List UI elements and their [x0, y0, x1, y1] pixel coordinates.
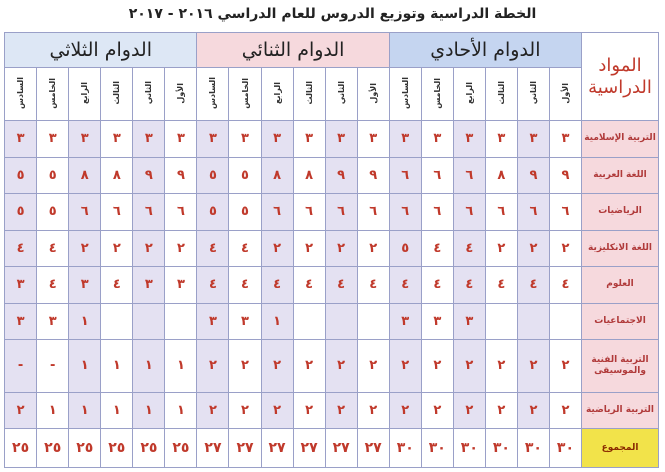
- value-cell: ٢: [549, 340, 581, 393]
- value-cell: ٣٠: [549, 429, 581, 468]
- value-cell: ٢: [133, 230, 165, 267]
- value-cell: ٦: [453, 157, 485, 194]
- value-cell: ٣: [517, 121, 549, 158]
- grade-header-label: الرابع: [80, 82, 90, 104]
- grade-header-label: السادس: [208, 76, 218, 110]
- value-cell: ٣: [261, 121, 293, 158]
- value-cell: ١: [165, 340, 197, 393]
- grade-header-label: الثالث: [496, 81, 506, 105]
- value-cell: ٢٥: [37, 429, 69, 468]
- value-cell: ١: [101, 392, 133, 429]
- value-cell: ١: [261, 303, 293, 340]
- table-row: [5, 392, 659, 429]
- value-cell: ٥: [37, 194, 69, 231]
- value-cell: ٢: [517, 340, 549, 393]
- value-cell: ٣٠: [485, 429, 517, 468]
- value-cell: ٣: [133, 267, 165, 304]
- value-cell: ٢٥: [165, 429, 197, 468]
- value-cell: [517, 303, 549, 340]
- subject-cell: اللغة الانكليزية: [582, 230, 659, 267]
- grade-header-label: الأول: [176, 82, 186, 104]
- value-cell: ٢٥: [5, 429, 37, 468]
- grade-header-cell: [357, 68, 389, 121]
- value-cell: ٤: [229, 267, 261, 304]
- table-row: [5, 303, 659, 340]
- grade-header-cell: [485, 68, 517, 121]
- subject-cell: التربية الرياضية: [582, 392, 659, 429]
- grade-header-label: الثاني: [528, 81, 538, 105]
- value-cell: ٣: [293, 121, 325, 158]
- value-cell: ٦: [549, 194, 581, 231]
- value-cell: ٨: [485, 157, 517, 194]
- total-row: [5, 429, 659, 468]
- value-cell: ٤: [5, 230, 37, 267]
- value-cell: ٦: [389, 194, 421, 231]
- value-cell: [357, 303, 389, 340]
- value-cell: ٤: [357, 267, 389, 304]
- value-cell: ٣: [229, 121, 261, 158]
- value-cell: ٤: [389, 267, 421, 304]
- shift-header-row: [5, 33, 659, 68]
- grade-header-label: الرابع: [464, 82, 474, 104]
- grade-header-cell: [453, 68, 485, 121]
- value-cell: ١: [69, 303, 101, 340]
- value-cell: ٦: [261, 194, 293, 231]
- value-cell: ٨: [69, 157, 101, 194]
- value-cell: ٦: [485, 194, 517, 231]
- value-cell: ٢: [261, 230, 293, 267]
- grade-header-label: الخامس: [48, 77, 58, 109]
- table-row: [5, 267, 659, 304]
- value-cell: ٤: [453, 230, 485, 267]
- value-cell: ٦: [165, 194, 197, 231]
- value-cell: ٦: [325, 194, 357, 231]
- value-cell: ٣: [5, 303, 37, 340]
- value-cell: ٤: [485, 267, 517, 304]
- grade-header-cell: [101, 68, 133, 121]
- value-cell: ٢: [101, 230, 133, 267]
- value-cell: ٥: [5, 157, 37, 194]
- value-cell: ٦: [421, 194, 453, 231]
- value-cell: ٣: [133, 121, 165, 158]
- value-cell: ٤: [37, 267, 69, 304]
- value-cell: ٢: [69, 230, 101, 267]
- value-cell: ٢: [517, 392, 549, 429]
- value-cell: ٤: [37, 230, 69, 267]
- value-cell: ٣: [37, 303, 69, 340]
- value-cell: ٢: [293, 340, 325, 393]
- value-cell: ٥: [197, 157, 229, 194]
- subject-cell: الرياضيات: [582, 194, 659, 231]
- value-cell: ٣: [69, 267, 101, 304]
- value-cell: ٩: [549, 157, 581, 194]
- value-cell: ٤: [261, 267, 293, 304]
- value-cell: ٣: [37, 121, 69, 158]
- value-cell: ٢: [485, 340, 517, 393]
- value-cell: ٣: [197, 121, 229, 158]
- grade-header-cell: [133, 68, 165, 121]
- value-cell: ٥: [37, 157, 69, 194]
- value-cell: ٦: [389, 157, 421, 194]
- value-cell: ٢: [421, 392, 453, 429]
- value-cell: ٢: [261, 340, 293, 393]
- grade-header-label: الرابع: [272, 82, 282, 104]
- grade-header-cell: [261, 68, 293, 121]
- subjects-header: المواد الدراسية: [582, 33, 659, 121]
- value-cell: ٣: [325, 121, 357, 158]
- value-cell: ٦: [357, 194, 389, 231]
- grade-header-label: السادس: [16, 76, 26, 110]
- grade-header-cell: [37, 68, 69, 121]
- value-cell: ٢: [229, 392, 261, 429]
- grade-header-cell: [389, 68, 421, 121]
- value-cell: ٢٧: [197, 429, 229, 468]
- value-cell: ٣: [101, 121, 133, 158]
- value-cell: [325, 303, 357, 340]
- value-cell: ٢: [485, 230, 517, 267]
- value-cell: ٤: [453, 267, 485, 304]
- value-cell: ١: [133, 392, 165, 429]
- value-cell: ٤: [421, 230, 453, 267]
- value-cell: ٤: [325, 267, 357, 304]
- value-cell: ٢٥: [69, 429, 101, 468]
- subject-cell: اللغة العربية: [582, 157, 659, 194]
- value-cell: ٢: [357, 230, 389, 267]
- page-title: الخطة الدراسية وتوزيع الدروس للعام الدراسي ٢٠١٦ - ٢٠١٧: [128, 6, 537, 22]
- value-cell: ١: [133, 340, 165, 393]
- value-cell: [485, 303, 517, 340]
- value-cell: ٢: [357, 392, 389, 429]
- grade-header-cell: [229, 68, 261, 121]
- value-cell: ٩: [517, 157, 549, 194]
- table-row: [5, 121, 659, 158]
- value-cell: ١: [165, 392, 197, 429]
- table-body: [5, 121, 659, 468]
- value-cell: ٣: [5, 267, 37, 304]
- value-cell: ٢٥: [133, 429, 165, 468]
- table-row: [5, 194, 659, 231]
- value-cell: ٦: [133, 194, 165, 231]
- value-cell: ٦: [517, 194, 549, 231]
- table-row: [5, 340, 659, 393]
- value-cell: ٣: [69, 121, 101, 158]
- value-cell: ٤: [549, 267, 581, 304]
- value-cell: ٢: [293, 230, 325, 267]
- value-cell: ١: [37, 392, 69, 429]
- value-cell: ٨: [261, 157, 293, 194]
- grade-header-cell: [325, 68, 357, 121]
- value-cell: ٩: [133, 157, 165, 194]
- grade-header-cell: [197, 68, 229, 121]
- value-cell: ٣: [197, 303, 229, 340]
- value-cell: [549, 303, 581, 340]
- value-cell: -: [37, 340, 69, 393]
- grade-header-cell: [69, 68, 101, 121]
- value-cell: ٢: [389, 340, 421, 393]
- value-cell: ٢: [229, 340, 261, 393]
- value-cell: ٥: [389, 230, 421, 267]
- subject-cell: الاجتماعيات: [582, 303, 659, 340]
- value-cell: ٣: [165, 267, 197, 304]
- value-cell: ٣٠: [517, 429, 549, 468]
- value-cell: ٢: [453, 392, 485, 429]
- value-cell: ٣: [389, 303, 421, 340]
- value-cell: ٢: [165, 230, 197, 267]
- value-cell: ٥: [197, 194, 229, 231]
- value-cell: ٢٧: [357, 429, 389, 468]
- value-cell: ٣: [389, 121, 421, 158]
- shift-single-header: الدوام الأحادي: [389, 33, 581, 68]
- value-cell: ٩: [165, 157, 197, 194]
- curriculum-table: [4, 32, 659, 468]
- grade-header-label: الأول: [368, 82, 378, 104]
- value-cell: ٥: [5, 194, 37, 231]
- value-cell: ٤: [229, 230, 261, 267]
- grade-header-row: [5, 68, 659, 121]
- grade-header-cell: [165, 68, 197, 121]
- grade-header-label: الخامس: [432, 77, 442, 109]
- value-cell: ٢: [421, 340, 453, 393]
- grade-header-label: الثالث: [304, 81, 314, 105]
- grade-header-cell: [293, 68, 325, 121]
- value-cell: [133, 303, 165, 340]
- grade-header-cell: [5, 68, 37, 121]
- value-cell: ٣: [5, 121, 37, 158]
- value-cell: ٣: [485, 121, 517, 158]
- value-cell: ١: [69, 392, 101, 429]
- value-cell: ٨: [293, 157, 325, 194]
- grade-header-cell: [421, 68, 453, 121]
- value-cell: -: [5, 340, 37, 393]
- value-cell: ٣: [453, 121, 485, 158]
- value-cell: ٢٥: [101, 429, 133, 468]
- value-cell: [293, 303, 325, 340]
- value-cell: ٢: [261, 392, 293, 429]
- value-cell: ٥: [229, 157, 261, 194]
- shift-double-header: الدوام الثنائي: [197, 33, 389, 68]
- value-cell: ١: [101, 340, 133, 393]
- value-cell: ٣٠: [421, 429, 453, 468]
- table-row: [5, 230, 659, 267]
- value-cell: ٣٠: [389, 429, 421, 468]
- grade-header-label: الخامس: [240, 77, 250, 109]
- value-cell: ٣: [229, 303, 261, 340]
- value-cell: ٤: [517, 267, 549, 304]
- value-cell: ٢: [197, 392, 229, 429]
- grade-header-label: الثالث: [112, 81, 122, 105]
- value-cell: ٩: [357, 157, 389, 194]
- value-cell: ٢: [485, 392, 517, 429]
- grade-header-label: الثاني: [144, 81, 154, 105]
- shift-triple-header: الدوام الثلاثي: [5, 33, 197, 68]
- value-cell: ٢: [453, 340, 485, 393]
- value-cell: ٦: [421, 157, 453, 194]
- value-cell: ٣٠: [453, 429, 485, 468]
- value-cell: ٤: [197, 230, 229, 267]
- value-cell: ٤: [293, 267, 325, 304]
- value-cell: [165, 303, 197, 340]
- grade-header-cell: [549, 68, 581, 121]
- value-cell: ٤: [101, 267, 133, 304]
- value-cell: ٦: [453, 194, 485, 231]
- value-cell: ٦: [101, 194, 133, 231]
- value-cell: ٣: [421, 121, 453, 158]
- grade-header-cell: [517, 68, 549, 121]
- value-cell: ٦: [69, 194, 101, 231]
- value-cell: ٢: [325, 392, 357, 429]
- grade-header-label: الأول: [560, 82, 570, 104]
- value-cell: ٢٧: [261, 429, 293, 468]
- subject-cell: التربية الإسلامية: [582, 121, 659, 158]
- value-cell: ٢٧: [325, 429, 357, 468]
- value-cell: ٣: [421, 303, 453, 340]
- value-cell: ٨: [101, 157, 133, 194]
- value-cell: ٥: [229, 194, 261, 231]
- subject-cell: التربية الفنية والموسيقى: [582, 340, 659, 393]
- value-cell: ٣: [549, 121, 581, 158]
- value-cell: ٤: [197, 267, 229, 304]
- value-cell: ٣: [357, 121, 389, 158]
- subject-cell: المجموع: [582, 429, 659, 468]
- value-cell: ٢: [389, 392, 421, 429]
- value-cell: ٩: [325, 157, 357, 194]
- value-cell: ٢: [549, 230, 581, 267]
- value-cell: ٢: [357, 340, 389, 393]
- value-cell: ٤: [421, 267, 453, 304]
- grade-header-label: السادس: [400, 76, 410, 110]
- value-cell: ٢: [325, 340, 357, 393]
- value-cell: ٦: [293, 194, 325, 231]
- value-cell: ١: [69, 340, 101, 393]
- value-cell: ٢: [325, 230, 357, 267]
- value-cell: ٢٧: [229, 429, 261, 468]
- table-row: [5, 157, 659, 194]
- value-cell: [101, 303, 133, 340]
- value-cell: ٢: [293, 392, 325, 429]
- value-cell: ٢: [517, 230, 549, 267]
- value-cell: ٢: [197, 340, 229, 393]
- subject-cell: العلوم: [582, 267, 659, 304]
- value-cell: ٢٧: [293, 429, 325, 468]
- grade-header-label: الثاني: [336, 81, 346, 105]
- value-cell: ٣: [165, 121, 197, 158]
- value-cell: ٢: [5, 392, 37, 429]
- value-cell: ٣: [453, 303, 485, 340]
- value-cell: ٢: [549, 392, 581, 429]
